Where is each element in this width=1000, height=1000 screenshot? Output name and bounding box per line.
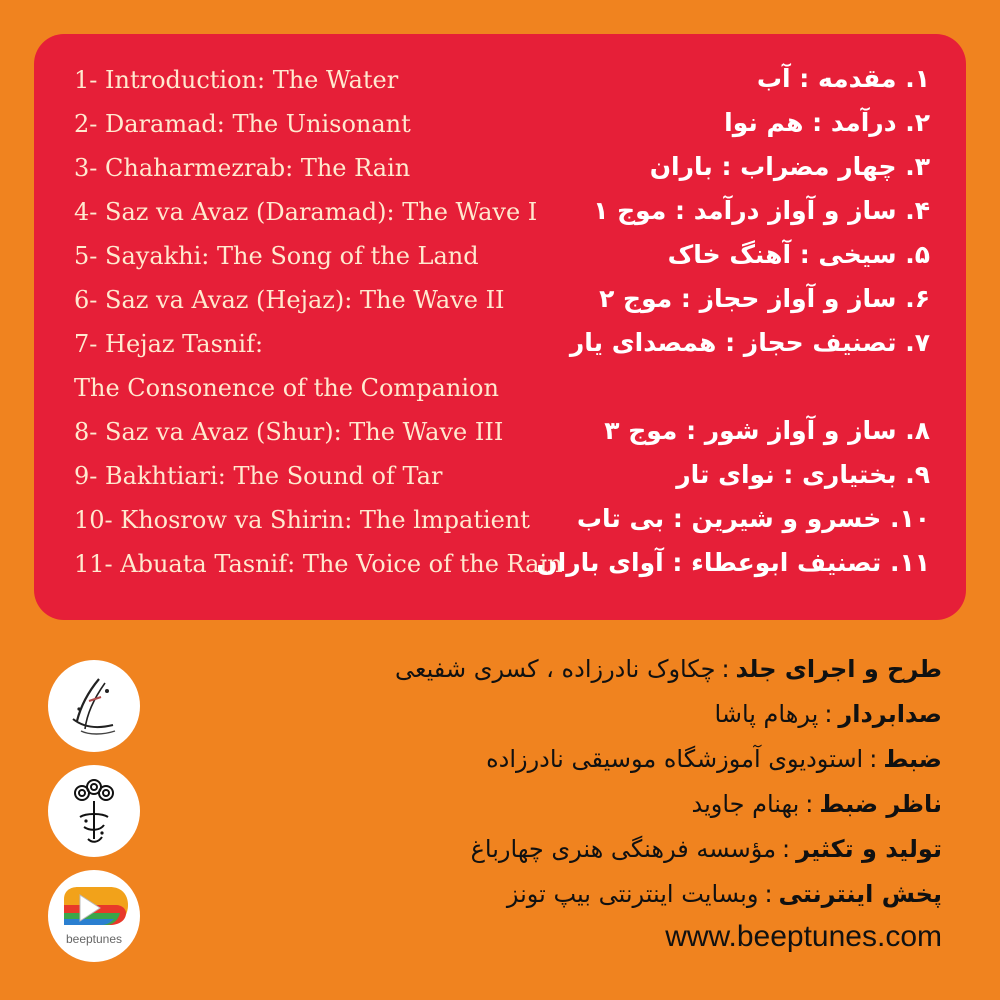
- credits-block: [302, 647, 942, 917]
- track-row: [34, 108, 966, 152]
- credit-label: طرح و اجرای جلد: [735, 655, 942, 683]
- track-row: [34, 548, 966, 592]
- credit-label: تولید و تکثیر: [796, 835, 942, 863]
- credit-value: بهنام جاوید: [691, 790, 800, 818]
- tracklist-panel: [34, 34, 966, 620]
- track-title-english: 11- Abuata Tasnif: The Voice of the Rain: [74, 550, 563, 578]
- track-title-persian: ۲. درآمد : هم نوا: [724, 108, 930, 137]
- track-row: [34, 152, 966, 196]
- beeptunes-wordmark: beeptunes: [65, 932, 123, 946]
- website-url: www.beeptunes.com: [665, 920, 942, 953]
- credit-separator: :: [782, 835, 791, 863]
- credit-separator: :: [824, 700, 833, 728]
- track-title-persian: ۶. ساز و آواز حجاز : موج ۲: [599, 284, 930, 313]
- naderzadeh-logo: [48, 660, 140, 752]
- track-row: [34, 328, 966, 372]
- credit-value: چکاوک نادرزاده ، کسری شفیعی: [394, 655, 716, 683]
- track-title-english: 4- Saz va Avaz (Daramad): The Wave I: [74, 198, 538, 226]
- track-row: [34, 196, 966, 240]
- credit-separator: :: [869, 745, 878, 773]
- track-row: [34, 460, 966, 504]
- beeptunes-logo: [48, 870, 140, 962]
- chaharbagh-emblem-icon: [58, 773, 130, 849]
- track-title-english: 9- Bakhtiari: The Sound of Tar: [74, 462, 443, 490]
- track-title-persian: ۷. تصنیف حجاز : همصدای یار: [569, 328, 930, 357]
- track-title-persian: ۴. ساز و آواز درآمد : موج ۱: [593, 196, 930, 225]
- credit-line: [302, 692, 942, 737]
- track-title-english: 10- Khosrow va Shirin: The lmpatient: [74, 506, 530, 534]
- calligraphy-logo-icon: [59, 671, 129, 741]
- track-title-english: 3- Chaharmezrab: The Rain: [74, 154, 411, 182]
- track-row: [34, 504, 966, 548]
- credit-value: وبسایت اینترنتی بیپ تونز: [506, 880, 759, 908]
- credit-line: [302, 827, 942, 872]
- track-title-persian: ۱۰. خسرو و شیرین : بی تاب: [576, 504, 930, 533]
- chaharbagh-logo: [48, 765, 140, 857]
- credit-label: ناظر ضبط: [819, 790, 942, 818]
- track-title-english: 2- Daramad: The Unisonant: [74, 110, 411, 138]
- track-title-english: 5- Sayakhi: The Song of the Land: [74, 242, 479, 270]
- track-title-persian: ۱۱. تصنیف ابوعطاء : آوای باران: [536, 548, 930, 577]
- credit-value: پرهام پاشا: [714, 700, 819, 728]
- track-row: [34, 240, 966, 284]
- track-title-english: 8- Saz va Avaz (Shur): The Wave III: [74, 418, 504, 446]
- credit-line: [302, 737, 942, 782]
- credit-label: ضبط: [883, 745, 942, 773]
- credit-value: مؤسسه فرهنگی هنری چهارباغ: [470, 835, 777, 863]
- track-title-persian: ۸. ساز و آواز شور : موج ۳: [604, 416, 930, 445]
- credit-separator: :: [721, 655, 730, 683]
- track-row: [34, 416, 966, 460]
- track-title-english: 1- Introduction: The Water: [74, 66, 399, 94]
- credit-separator: :: [805, 790, 814, 818]
- credit-value: استودیوی آموزشگاه موسیقی نادرزاده: [486, 745, 864, 773]
- credit-label: صدابردار: [838, 700, 942, 728]
- credit-label: پخش اینترنتی: [778, 880, 942, 908]
- beeptunes-logo-icon: [56, 881, 132, 951]
- credit-separator: :: [764, 880, 773, 908]
- track-title-continuation: The Consonence of the Companion: [74, 374, 499, 402]
- credit-line: [302, 872, 942, 917]
- track-row: [34, 284, 966, 328]
- track-title-persian: ۵. سیخی : آهنگ خاک: [667, 240, 930, 269]
- credit-line: [302, 647, 942, 692]
- track-row: [34, 64, 966, 108]
- credit-line: [302, 782, 942, 827]
- track-title-persian: ۱. مقدمه : آب: [756, 64, 930, 93]
- track-title-persian: ۳. چهار مضراب : باران: [649, 152, 930, 181]
- track-title-persian: ۹. بختیاری : نوای تار: [676, 460, 930, 489]
- track-title-english: 6- Saz va Avaz (Hejaz): The Wave II: [74, 286, 505, 314]
- track-title-english: 7- Hejaz Tasnif:: [74, 330, 264, 358]
